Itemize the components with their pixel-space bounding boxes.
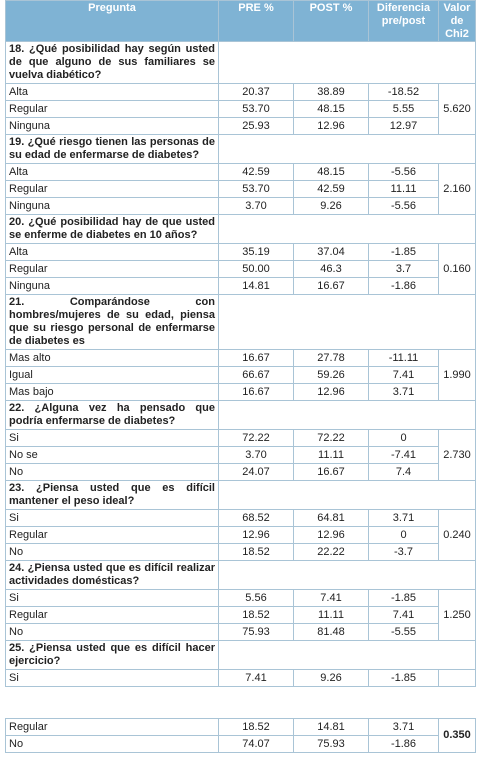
header-diferencia: Diferencia pre/post <box>369 1 439 42</box>
post-value: 11.11 <box>294 607 369 624</box>
post-value: 7.41 <box>294 590 369 607</box>
option-label: Regular <box>6 181 219 198</box>
option-label: Mas bajo <box>6 384 219 401</box>
post-value: 12.96 <box>294 384 369 401</box>
question-row <box>6 135 476 164</box>
pre-value: 66.67 <box>219 367 294 384</box>
post-value: 16.67 <box>294 278 369 295</box>
pre-value: 5.56 <box>219 590 294 607</box>
option-row <box>6 527 476 544</box>
pre-value: 7.41 <box>219 670 294 687</box>
diff-value: 7.4 <box>369 464 439 481</box>
question-text: 22. ¿Alguna vez ha pensado que podría enfermarse de diabetes? <box>6 401 219 430</box>
header-post: POST % <box>294 1 369 42</box>
question-text: 18. ¿Qué posibilidad hay según usted de que alguno de sus familiares se vuelva diabético? <box>6 42 219 84</box>
option-row <box>6 384 476 401</box>
option-row <box>6 607 476 624</box>
option-row <box>6 590 476 607</box>
pre-value: 3.70 <box>219 447 294 464</box>
diff-value: 3.71 <box>369 510 439 527</box>
pre-value: 72.22 <box>219 430 294 447</box>
pre-value: 50.00 <box>219 261 294 278</box>
question-blank <box>219 215 476 244</box>
post-value: 27.78 <box>294 350 369 367</box>
option-row <box>6 510 476 527</box>
pre-value: 14.81 <box>219 278 294 295</box>
post-value: 59.26 <box>294 367 369 384</box>
diff-value: -1.85 <box>369 590 439 607</box>
option-label: Ninguna <box>6 118 219 135</box>
post-value: 81.48 <box>294 624 369 641</box>
pre-value: 53.70 <box>219 181 294 198</box>
option-row <box>6 447 476 464</box>
option-row <box>6 624 476 641</box>
option-row <box>6 164 476 181</box>
diff-value: -5.56 <box>369 164 439 181</box>
option-label: Ninguna <box>6 278 219 295</box>
diff-value: -1.85 <box>369 244 439 261</box>
question-row <box>6 401 476 430</box>
option-label: Regular <box>6 719 219 736</box>
header-row <box>6 1 476 42</box>
question-blank <box>219 401 476 430</box>
diff-value: 12.97 <box>369 118 439 135</box>
pre-value: 24.07 <box>219 464 294 481</box>
question-blank <box>219 641 476 670</box>
diff-value: 0 <box>369 430 439 447</box>
pre-value: 25.93 <box>219 118 294 135</box>
post-value: 46.3 <box>294 261 369 278</box>
diff-value: 5.55 <box>369 101 439 118</box>
option-row <box>6 261 476 278</box>
option-label: Regular <box>6 101 219 118</box>
chi2-value: 0.240 <box>439 510 476 561</box>
question-row <box>6 215 476 244</box>
chi2-value: 1.990 <box>439 350 476 401</box>
option-row <box>6 181 476 198</box>
pre-value: 18.52 <box>219 719 294 736</box>
pre-value: 53.70 <box>219 101 294 118</box>
post-value: 38.89 <box>294 84 369 101</box>
option-row <box>6 544 476 561</box>
post-value: 48.15 <box>294 101 369 118</box>
continuation-table <box>5 718 476 753</box>
header-pre: PRE % <box>219 1 294 42</box>
option-label: Mas alto <box>6 350 219 367</box>
option-row <box>6 118 476 135</box>
diff-value: -3.7 <box>369 544 439 561</box>
option-label: Si <box>6 510 219 527</box>
post-value: 12.96 <box>294 118 369 135</box>
chi2-value: 1.250 <box>439 590 476 641</box>
pre-value: 35.19 <box>219 244 294 261</box>
question-row <box>6 641 476 670</box>
post-value: 48.15 <box>294 164 369 181</box>
chi2-value: 2.160 <box>439 164 476 215</box>
question-blank <box>219 481 476 510</box>
option-row <box>6 84 476 101</box>
diff-value: -1.86 <box>369 278 439 295</box>
post-value: 42.59 <box>294 181 369 198</box>
diff-value: 3.7 <box>369 261 439 278</box>
pre-value: 42.59 <box>219 164 294 181</box>
diff-value: 3.71 <box>369 719 439 736</box>
post-value: 37.04 <box>294 244 369 261</box>
option-label: Alta <box>6 84 219 101</box>
pre-value: 16.67 <box>219 350 294 367</box>
post-value: 22.22 <box>294 544 369 561</box>
option-row <box>6 719 476 736</box>
option-label: No <box>6 624 219 641</box>
diff-value: -5.55 <box>369 624 439 641</box>
question-text: 23. ¿Piensa usted que es difícil mantener el peso ideal? <box>6 481 219 510</box>
chi2-value: 2.730 <box>439 430 476 481</box>
option-label: No se <box>6 447 219 464</box>
table-body <box>6 42 476 687</box>
question-row <box>6 42 476 84</box>
option-label: No <box>6 544 219 561</box>
diff-value: 7.41 <box>369 367 439 384</box>
option-row <box>6 198 476 215</box>
chi2-value: 0.160 <box>439 244 476 295</box>
pre-value: 3.70 <box>219 198 294 215</box>
option-label: Si <box>6 590 219 607</box>
option-row <box>6 670 476 687</box>
chi2-value: 5.620 <box>439 84 476 135</box>
option-row <box>6 278 476 295</box>
question-text: 20. ¿Qué posibilidad hay de que usted se enferme de diabetes en 10 años? <box>6 215 219 244</box>
question-row <box>6 481 476 510</box>
post-value: 16.67 <box>294 464 369 481</box>
diff-value: -1.85 <box>369 670 439 687</box>
pre-value: 18.52 <box>219 544 294 561</box>
post-value: 11.11 <box>294 447 369 464</box>
diff-value: -1.86 <box>369 736 439 753</box>
option-row <box>6 367 476 384</box>
question-text: 24. ¿Piensa usted que es difícil realizar actividades domésticas? <box>6 561 219 590</box>
pre-value: 12.96 <box>219 527 294 544</box>
post-value: 9.26 <box>294 670 369 687</box>
option-row <box>6 350 476 367</box>
question-blank <box>219 295 476 350</box>
question-row <box>6 295 476 350</box>
option-row <box>6 736 476 753</box>
diff-value: 0 <box>369 527 439 544</box>
question-blank <box>219 135 476 164</box>
chi2-value: 0.350 <box>439 719 476 753</box>
option-label: Regular <box>6 261 219 278</box>
option-row <box>6 430 476 447</box>
diff-value: 11.11 <box>369 181 439 198</box>
option-label: Ninguna <box>6 198 219 215</box>
pre-value: 75.93 <box>219 624 294 641</box>
post-value: 14.81 <box>294 719 369 736</box>
question-row <box>6 561 476 590</box>
header-pregunta: Pregunta <box>6 1 219 42</box>
option-label: Si <box>6 430 219 447</box>
diff-value: 3.71 <box>369 384 439 401</box>
pre-value: 68.52 <box>219 510 294 527</box>
option-label: Igual <box>6 367 219 384</box>
post-value: 75.93 <box>294 736 369 753</box>
option-label: Regular <box>6 527 219 544</box>
diff-value: -11.11 <box>369 350 439 367</box>
diff-value: -5.56 <box>369 198 439 215</box>
option-row <box>6 244 476 261</box>
option-label: Regular <box>6 607 219 624</box>
question-text: 25. ¿Piensa usted que es difícil hacer ejercicio? <box>6 641 219 670</box>
option-label: Alta <box>6 244 219 261</box>
question-blank <box>219 42 476 84</box>
option-label: Si <box>6 670 219 687</box>
pre-value: 20.37 <box>219 84 294 101</box>
option-label: No <box>6 464 219 481</box>
post-value: 9.26 <box>294 198 369 215</box>
pre-value: 16.67 <box>219 384 294 401</box>
post-value: 72.22 <box>294 430 369 447</box>
chi2-value <box>439 670 476 687</box>
diff-value: -18.52 <box>369 84 439 101</box>
continuation-body <box>6 719 476 753</box>
question-text: 21. Comparándose con hombres/mujeres de su edad, piensa que su riesgo personal de enfermarse de diabetes es <box>6 295 219 350</box>
question-text: 19. ¿Qué riesgo tienen las personas de su edad de enfermarse de diabetes? <box>6 135 219 164</box>
survey-table <box>5 0 476 687</box>
pre-value: 18.52 <box>219 607 294 624</box>
pre-value: 74.07 <box>219 736 294 753</box>
header-chi2: Valor de Chi2 <box>439 1 476 42</box>
diff-value: 7.41 <box>369 607 439 624</box>
option-label: Alta <box>6 164 219 181</box>
post-value: 64.81 <box>294 510 369 527</box>
diff-value: -7.41 <box>369 447 439 464</box>
option-row <box>6 464 476 481</box>
option-label: No <box>6 736 219 753</box>
option-row <box>6 101 476 118</box>
post-value: 12.96 <box>294 527 369 544</box>
question-blank <box>219 561 476 590</box>
